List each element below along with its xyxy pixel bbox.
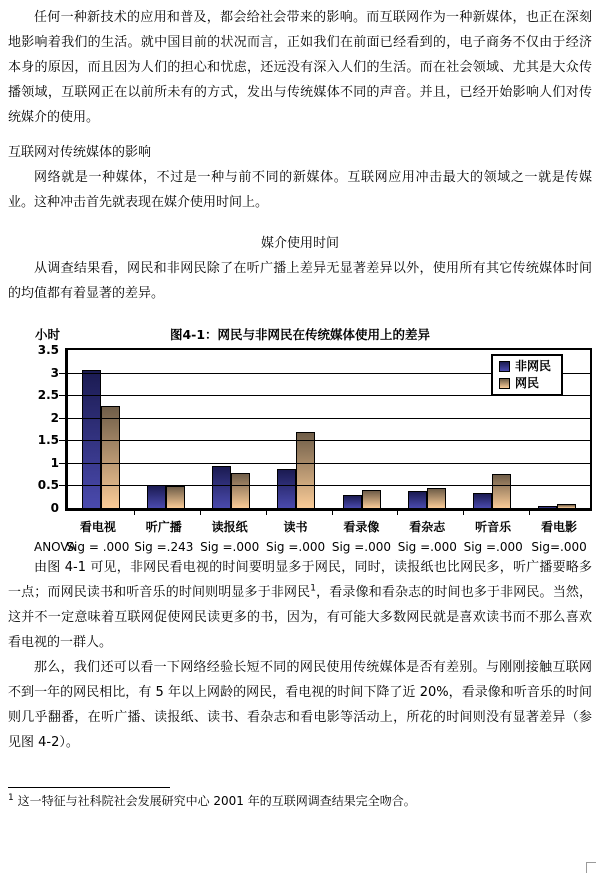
paragraph-intro: 任何一种新技术的应用和普及，都会给社会带来的影响。而互联网作为一种新媒体，也正在深刻地影响着我们的生活。就中国目前的状况而言，正如我们在前面已经看到的，电子商务不仅由于经济本身的原因，而且因为人们的担心和忧虑，还远没有深入人们的生活。而在社会领域、尤其是大众传播领域，互联网正在以前所未有的方式，发出与传统媒体不同的声音。并且，已经开始影响人们对传统媒介的使用。 bbox=[8, 10, 592, 125]
bar-网民-看录像 bbox=[362, 490, 381, 508]
category-label-读书: 读书 bbox=[283, 520, 308, 534]
bar-网民-读书 bbox=[296, 432, 315, 508]
x-axis-tick-mark bbox=[266, 511, 267, 515]
footnote-reference-mark: 1 bbox=[310, 583, 316, 594]
footnote bbox=[8, 791, 592, 811]
bar-非网民-读书 bbox=[277, 469, 296, 508]
x-axis-tick-mark bbox=[200, 511, 201, 515]
chart-legend bbox=[491, 354, 563, 396]
category-label-看录像: 看录像 bbox=[343, 520, 380, 534]
sig-value-看电影: Sig=.000 bbox=[531, 540, 587, 554]
gridline bbox=[68, 463, 590, 464]
sig-value-听音乐: Sig =.000 bbox=[463, 540, 523, 554]
y-axis-tick-mark bbox=[59, 485, 65, 486]
legend-swatch-非网民 bbox=[499, 361, 510, 372]
sig-value-听广播: Sig =.243 bbox=[134, 540, 194, 554]
category-label-听广播: 听广播 bbox=[145, 520, 182, 534]
bar-非网民-看电视 bbox=[82, 370, 101, 508]
y-axis-tick-mark bbox=[59, 373, 65, 374]
chart-category-axis bbox=[65, 519, 592, 535]
chart-plot-area bbox=[37, 343, 592, 515]
analysis-text-before-footnote: 由图 4-1 可见，非网民看电视的时间要明显多于网民，同时，读报纸也比网民多，听广播要略多一点；而网民读书和听音乐的时间则明显多于非网民 bbox=[8, 560, 592, 600]
x-axis-tick-mark bbox=[397, 511, 398, 515]
bar-网民-听音乐 bbox=[492, 474, 511, 508]
category-label-读报纸: 读报纸 bbox=[211, 520, 248, 534]
bar-非网民-看录像 bbox=[343, 495, 362, 508]
sig-value-读书: Sig =.000 bbox=[265, 540, 326, 554]
footnote-separator-line bbox=[8, 787, 170, 788]
bar-非网民-听广播 bbox=[147, 485, 166, 508]
paragraph-chart-analysis bbox=[8, 555, 592, 655]
category-label-看电影: 看电影 bbox=[541, 520, 578, 534]
footnote-text: 这一特征与社科院社会发展研究中心 2001 年的互联网调查结果完全吻合。 bbox=[17, 794, 416, 808]
bar-网民-听广播 bbox=[166, 486, 185, 508]
section-heading: 互联网对传统媒体的影响 bbox=[8, 145, 152, 160]
bar-非网民-看杂志 bbox=[408, 491, 427, 508]
category-label-看电视: 看电视 bbox=[79, 520, 116, 534]
paragraph-survey-result: 从调查结果看，网民和非网民除了在听广播上差异无显著差异以外，使用所有其它传统媒体时间的均值都有着显著的差异。 bbox=[8, 261, 592, 301]
bar-网民-看电影 bbox=[557, 504, 576, 508]
y-axis-tick-label: 0.5 bbox=[37, 478, 59, 492]
chart-plot-outer bbox=[37, 343, 592, 515]
y-axis-tick-label: 0 bbox=[50, 501, 59, 515]
legend-label: 非网民 bbox=[514, 359, 551, 373]
category-label-看杂志: 看杂志 bbox=[409, 520, 446, 534]
paragraph-network-media: 网络就是一种媒体，不过是一种与前不同的新媒体。互联网应用冲击最大的领域之一就是传媒业。这种冲击首先就表现在媒介使用时间上。 bbox=[8, 170, 592, 210]
analysis-text-after-footnote: ，看录像和看杂志的时间也多于非网民。当然，这并不一定意味着互联网促使网民读更多的书，因为，有可能大多数网民就是喜欢读书而不那么喜欢看电视的一群人。 bbox=[8, 585, 592, 650]
x-axis-tick-mark bbox=[332, 511, 333, 515]
sub-heading-media-usage-time: 媒介使用时间 bbox=[260, 236, 339, 251]
paragraph-experience-comparison: 那么，我们还可以看一下网络经验长短不同的网民使用传统媒体是否有差别。与刚刚接触互联网不到一年的网民相比，有 5 年以上网龄的网民，看电视的时间下降了近 20%，看录像和听音乐的时间则几乎翻番，在听广播、读报纸、读书、看杂志和看电影等活动上，所花的时间则没有显著差异（参见图 4-2）。 bbox=[8, 660, 592, 750]
figure-4-1-bar-chart bbox=[8, 326, 592, 555]
gridline bbox=[68, 440, 590, 441]
bar-网民-读报纸 bbox=[231, 473, 250, 508]
legend-swatch-网民 bbox=[499, 378, 510, 389]
y-axis-tick-label: 2.5 bbox=[37, 388, 59, 402]
bar-非网民-听音乐 bbox=[473, 493, 492, 508]
y-axis-tick-label: 1 bbox=[50, 456, 59, 470]
x-axis-tick-mark bbox=[463, 511, 464, 515]
y-axis-tick-label: 3 bbox=[50, 366, 59, 380]
y-axis-tick-mark bbox=[59, 418, 65, 419]
sig-value-看电视: Sig = .000 bbox=[66, 540, 130, 554]
gridline bbox=[68, 485, 590, 486]
footnote-marker: 1 bbox=[8, 793, 14, 803]
chart-title: 图4-1：网民与非网民在传统媒体使用上的差异 bbox=[169, 327, 431, 342]
gridline bbox=[68, 418, 590, 419]
sig-value-读报纸: Sig =.000 bbox=[200, 540, 260, 554]
bar-非网民-看电影 bbox=[538, 506, 557, 508]
y-axis-tick-mark bbox=[59, 395, 65, 396]
y-axis-tick-label: 2 bbox=[50, 411, 59, 425]
y-axis-tick-mark bbox=[59, 440, 65, 441]
bar-非网民-读报纸 bbox=[212, 466, 231, 508]
bar-网民-看杂志 bbox=[427, 488, 446, 508]
y-axis-tick-label: 3.5 bbox=[37, 343, 59, 357]
legend-label: 网民 bbox=[514, 376, 539, 390]
y-axis-tick-mark bbox=[59, 463, 65, 464]
category-label-听音乐: 听音乐 bbox=[475, 520, 512, 534]
sig-value-看杂志: Sig =.000 bbox=[397, 540, 457, 554]
chart-anova-row bbox=[34, 539, 592, 555]
bar-网民-看电视 bbox=[101, 406, 120, 508]
page-corner-mark bbox=[586, 862, 596, 873]
x-axis-tick-mark bbox=[529, 511, 530, 515]
chart-header bbox=[8, 326, 592, 348]
x-axis-tick-mark bbox=[134, 511, 135, 515]
chart-y-axis-unit-label: 小时 bbox=[35, 327, 61, 342]
y-axis-tick-label: 1.5 bbox=[37, 433, 59, 447]
sig-value-看录像: Sig =.000 bbox=[331, 540, 392, 554]
anova-label: ANOVA bbox=[34, 540, 77, 554]
